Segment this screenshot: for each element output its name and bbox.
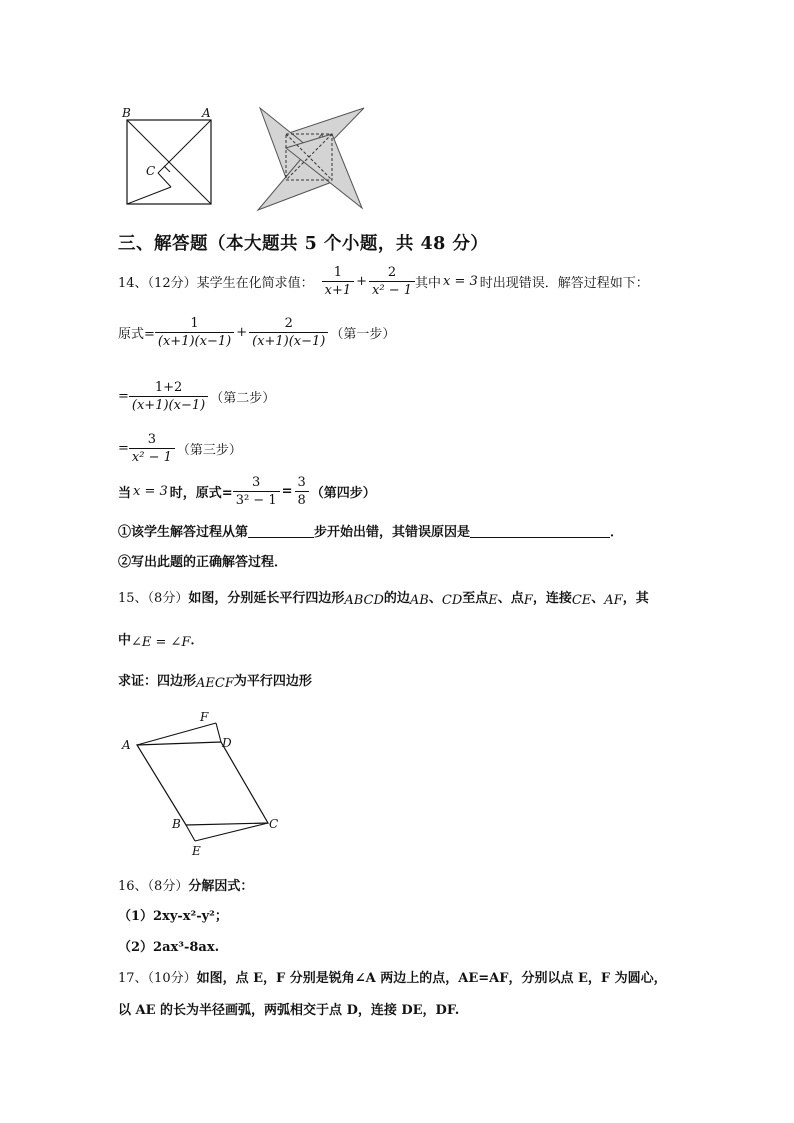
label-F: F (200, 710, 209, 724)
pinwheel-figure (252, 104, 368, 212)
q14-fraction-1: $\frac{1}{x+1}$ (322, 264, 355, 299)
q17-line1: 17、（10分） 如图，点 E，F 分别是锐角∠A 两边上的点，AE=AF，分别以点 E，F 为圆心， (118, 971, 667, 986)
q15-line2: 中 ∠E = ∠F ． (118, 633, 204, 650)
q14-step1: 原式= $\frac{1}{(x+1)(x-1)}$ + $\frac{2}{(x+1)(x-1)}$ （第一步） (118, 316, 396, 349)
label-C: C (146, 164, 156, 178)
q16-line: 16、（8分） 分解因式： (118, 879, 254, 894)
q14-tail: 时出现错误．解答过程如下： (479, 276, 649, 291)
label-B: B (172, 817, 181, 831)
label-A: A (202, 106, 211, 120)
q14-step2: = $\frac{1+2}{(x+1)(x-1)}$ （第二步） (118, 380, 276, 413)
q14-number: 14、（12分） (118, 276, 197, 291)
q16-item-2: （2）2ax³-8ax. (118, 940, 220, 955)
answer-blank-step[interactable] (248, 523, 314, 538)
q14-fraction-2: $\frac{2}{\text{x² − 1}}$ (369, 264, 415, 299)
q14-subquestion-2: ②写出此题的正确解答过程． (118, 555, 288, 570)
q17-line2: 以 AE 的长为半径画弧，两弧相交于点 D，连接 DE，DF. (118, 1003, 460, 1018)
q15-prove: 求证：四边形 AECF 为平行四边形 (118, 674, 312, 691)
q14-mid: 其中 (415, 276, 442, 291)
q16-item-1: （1）2xy-x²-y²； (118, 909, 228, 924)
q14-step3: = $\frac{3}{\text{x² − 1}}$ （第三步） (118, 432, 242, 465)
q14-subquestion-1: ①该学生解答过程从第 步开始出错，其错误原因是 ． (118, 525, 624, 540)
answer-blank-reason[interactable] (470, 523, 610, 538)
square-figure (118, 104, 220, 206)
label-C: C (269, 817, 279, 831)
q14-condition: x = 3 (443, 274, 478, 289)
label-D: D (222, 736, 232, 750)
label-B: B (122, 106, 131, 120)
label-E: E (192, 844, 201, 858)
parallelogram-figure (118, 705, 288, 860)
q14-step4: 当 x = 3 时，原式= $\frac{3}{\text{3² − 1}}$ = $\frac{3}{8}$ （第四步） (118, 475, 376, 508)
label-A: A (122, 738, 131, 752)
q14-intro: 某学生在化简求值： (196, 276, 314, 291)
section-heading: 三、解答题（本大题共 5 个小题，共 48 分） (118, 234, 489, 254)
q14-intro-line: 14、（12分） 某学生在化简求值： $\frac{1}{x+1}$ + $\frac{2}{\text{x² − 1}}$ 其中 x = 3 时出现错误．解答过程如下： (118, 265, 649, 298)
q15-line1: 15、（8分） 如图，分别延长平行四边形 ABCD 的边 AB 、 CD 至点 E 、点 F ，连接 CE 、 AF ，其 (118, 591, 649, 608)
